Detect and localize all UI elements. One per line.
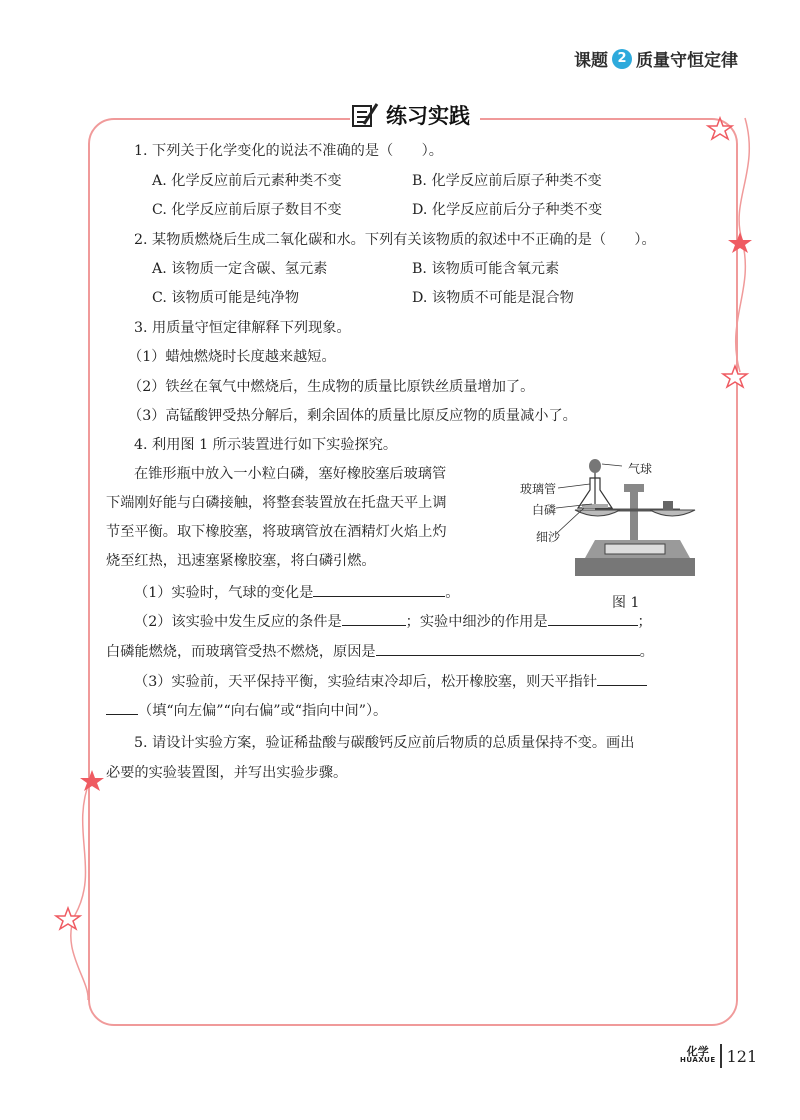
balance-apparatus-figure <box>520 458 700 588</box>
subject-zh: 化学 <box>686 1045 709 1058</box>
q4-sub-3-text-b: （填“向左偏”“向右偏”或“指向中间”）。 <box>138 703 388 719</box>
answer-blank[interactable] <box>342 611 406 626</box>
figure-caption: 图 1 <box>612 595 640 611</box>
q3-sub-1: （1）蜡烛燃烧时长度越来越短。 <box>128 349 336 365</box>
subject-logo <box>680 1047 716 1065</box>
right-pan <box>650 510 695 516</box>
q4-sub-2-text-a: （2）该实验中发生反应的条件是 <box>134 614 342 630</box>
balance-scale-plate <box>605 544 665 554</box>
answer-blank[interactable] <box>313 582 445 597</box>
q2-option-d: D. 该物质不可能是混合物 <box>412 290 574 306</box>
label-fine-sand: 细沙 <box>536 530 561 544</box>
q4-paragraph-2: 下端刚好能与白磷接触，将整套装置放在托盘天平上调 <box>106 495 447 511</box>
left-pan <box>575 510 620 516</box>
pencil-notebook-icon <box>350 100 380 130</box>
weight <box>663 501 673 510</box>
q5-line-2: 必要的实验装置图，并写出实验步骤。 <box>106 765 348 781</box>
q4-sub-2-text-c: 白磷能燃烧，而玻璃管受热不燃烧，原因是 <box>106 644 376 660</box>
q4-sub-2 <box>134 611 652 632</box>
label-balloon: 气球 <box>628 462 653 476</box>
section-title <box>350 95 480 135</box>
subject-en: HUAXUE <box>680 1056 716 1064</box>
answer-blank[interactable] <box>597 671 647 686</box>
section-title-text: 练习实践 <box>386 104 470 128</box>
vine-left <box>71 780 90 1000</box>
q3-sub-3: （3）高锰酸钾受热分解后，剩余固体的质量比原反应物的质量减小了。 <box>128 408 577 424</box>
page-number: 121 <box>726 1046 758 1066</box>
q2-option-c: C. 该物质可能是纯净物 <box>152 290 300 306</box>
lesson-number-badge: 2 <box>612 49 632 69</box>
q4-paragraph-3: 节至平衡。取下橡胶塞，将玻璃管放在酒精灯火焰上灼 <box>106 524 447 540</box>
q3-stem: 3. 用质量守恒定律解释下列现象。 <box>134 320 351 336</box>
answer-blank[interactable] <box>376 641 640 656</box>
star-filled-icon <box>80 770 104 791</box>
star-filled-icon <box>728 232 752 253</box>
q1-option-c: C. 化学反应前后原子数目不变 <box>152 202 342 218</box>
label-white-phosphorus: 白磷 <box>532 503 557 517</box>
q1-option-d: D. 化学反应前后分子种类不变 <box>412 202 603 218</box>
q2-stem: 2. 某物质燃烧后生成二氧化碳和水。下列有关该物质的叙述中不正确的是（ ）。 <box>134 232 656 248</box>
page-footer <box>680 1044 757 1068</box>
footer-divider <box>720 1044 722 1068</box>
q1-stem: 1. 下列关于化学变化的说法不准确的是（ ）。 <box>134 143 443 159</box>
q4-sub-2-c-end: 。 <box>639 644 654 660</box>
q4-sub-2-end: ； <box>637 614 652 630</box>
q1-option-b: B. 化学反应前后原子种类不变 <box>412 173 602 189</box>
q4-stem: 4. 利用图 1 所示装置进行如下实验探究。 <box>134 437 398 453</box>
q1-option-a: A. 化学反应前后元素种类不变 <box>152 173 342 189</box>
q4-sub-1 <box>134 582 459 603</box>
q2-option-b: B. 该物质可能含氧元素 <box>412 261 560 277</box>
q4-sub-2-cont <box>106 641 654 662</box>
q4-paragraph-4: 烧至红热，迅速塞紧橡胶塞，将白磷引燃。 <box>106 553 376 569</box>
lesson-prefix: 课题 <box>574 51 608 71</box>
q4-sub-1-end: 。 <box>445 585 460 601</box>
q4-sub-1-text: （1）实验时，气球的变化是 <box>134 585 314 601</box>
balance-pillar <box>630 490 638 540</box>
balance-pillar-top <box>624 484 644 492</box>
answer-blank[interactable] <box>548 611 638 626</box>
star-outline-icon <box>723 366 747 387</box>
q3-sub-2: （2）铁丝在氧气中燃烧后，生成物的质量比原铁丝质量增加了。 <box>128 379 535 395</box>
balance-base <box>575 558 695 576</box>
answer-blank[interactable] <box>106 700 138 715</box>
lesson-title: 质量守恒定律 <box>636 51 738 71</box>
label-glass-tube: 玻璃管 <box>520 482 557 496</box>
balloon <box>589 459 601 473</box>
q4-paragraph-1: 在锥形瓶中放入一小粒白磷，塞好橡胶塞后玻璃管 <box>134 466 447 482</box>
q4-sub-3-cont <box>106 700 387 721</box>
q4-sub-3 <box>134 671 647 692</box>
q4-sub-2-text-b: ；实验中细沙的作用是 <box>405 614 548 630</box>
q5-line-1: 5. 请设计实验方案，验证稀盐酸与碳酸钙反应前后物质的总质量保持不变。画出 <box>134 735 635 751</box>
q4-sub-3-text-a: （3）实验前，天平保持平衡，实验结束冷却后，松开橡胶塞，则天平指针 <box>134 674 598 690</box>
q2-option-a: A. 该物质一定含碳、氢元素 <box>152 261 328 277</box>
star-outline-icon <box>708 118 732 139</box>
